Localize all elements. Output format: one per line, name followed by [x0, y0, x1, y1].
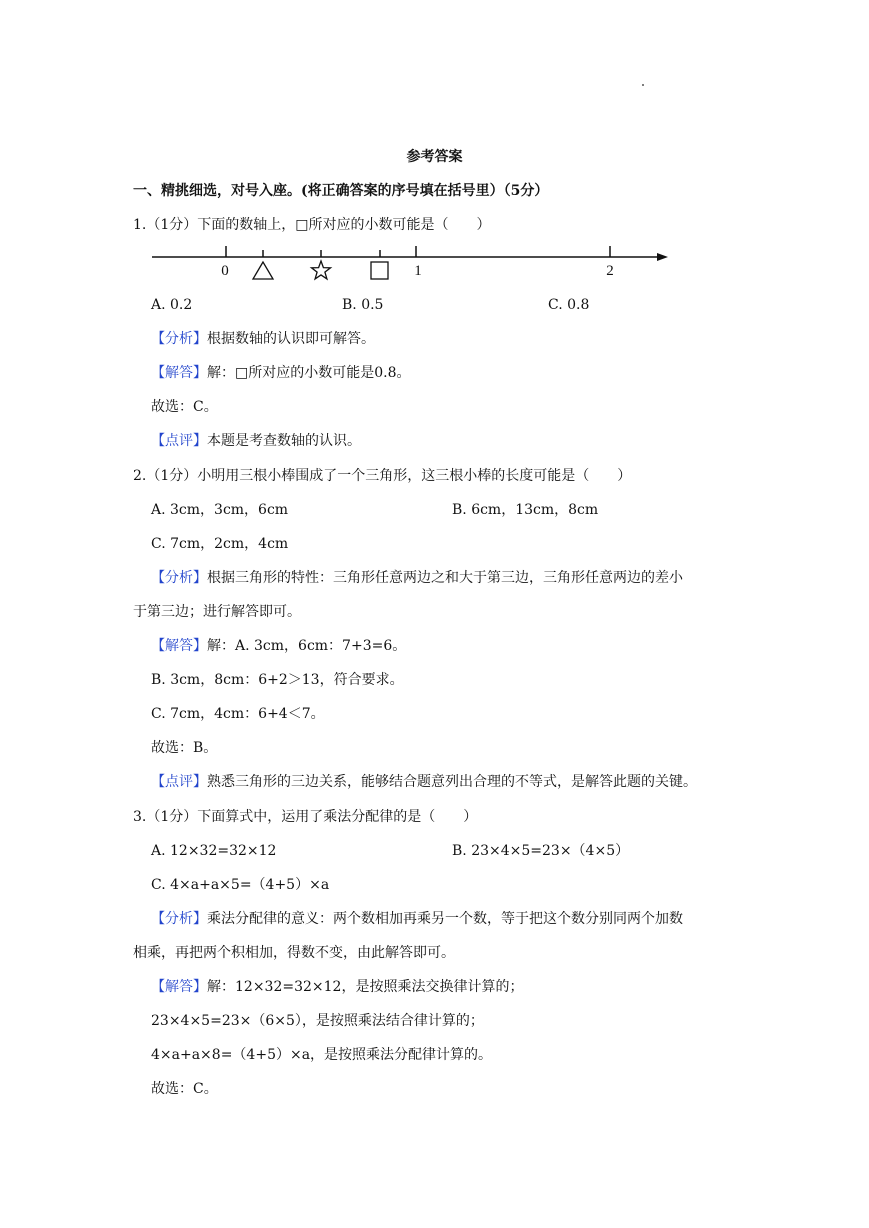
tick-label-0: 0 — [221, 263, 229, 279]
solution-tag: 【解答】 — [151, 638, 207, 654]
q2-option-a: A. 3cm，3cm，6cm — [151, 502, 289, 518]
q1-choose: 故选：C。 — [151, 399, 218, 415]
q3-solution — [151, 978, 523, 996]
q2-analysis — [151, 569, 683, 587]
q2-comment — [151, 773, 697, 791]
solution-text: 解：12×32=32×12，是按照乘法交换律计算的； — [207, 979, 524, 995]
q3-analysis — [151, 910, 683, 928]
number-line-ticks — [226, 246, 610, 257]
number-line-axis — [152, 253, 668, 261]
tick-label-2: 2 — [606, 263, 614, 279]
solution-text: 解：□所对应的小数可能是0.8。 — [207, 365, 411, 381]
analysis-tag: 【分析】 — [151, 570, 207, 586]
analysis-text: 根据三角形的特性：三角形任意两边之和大于第三边，三角形任意两边的差小 — [207, 570, 683, 586]
q3-solution-line2: 23×4×5=23×（6×5），是按照乘法结合律计算的； — [151, 1013, 484, 1029]
q3-solution-line3: 4×a+a×8=（4+5）×a，是按照乘法分配律计算的。 — [151, 1047, 493, 1063]
solution-tag: 【解答】 — [151, 365, 207, 381]
comment-text: 本题是考查数轴的认识。 — [207, 433, 361, 449]
page-title: 参考答案 — [406, 149, 463, 165]
q2-solution-line3: C. 7cm，4cm：6+4＜7。 — [151, 706, 325, 722]
solution-text: 解：A. 3cm，6cm：7+3=6。 — [207, 638, 407, 654]
q3-analysis-line2: 相乘，再把两个积相加，得数不变，由此解答即可。 — [133, 945, 455, 961]
q2-option-c: C. 7cm，2cm，4cm — [151, 536, 289, 552]
triangle-marker — [253, 262, 273, 279]
comment-tag: 【点评】 — [151, 433, 207, 449]
page-dot — [642, 84, 644, 86]
q2-solution-line2: B. 3cm，8cm：6+2＞13，符合要求。 — [151, 672, 404, 688]
q1-option-a: A. 0.2 — [151, 297, 193, 313]
q1-option-b: B. 0.5 — [342, 297, 384, 313]
q1-comment — [151, 432, 361, 450]
section-heading: 一、精挑细选，对号入座。(将正确答案的序号填在括号里）（5分） — [133, 183, 549, 199]
q3-option-c: C. 4×a+a×5=（4+5）×a — [151, 877, 330, 893]
q2-analysis-line2: 于第三边；进行解答即可。 — [133, 604, 301, 620]
tick-label-1: 1 — [414, 263, 422, 279]
q1-option-c: C. 0.8 — [548, 297, 590, 313]
q2-option-b: B. 6cm，13cm，8cm — [452, 502, 599, 518]
q3-choose: 故选：C。 — [151, 1081, 218, 1097]
analysis-text: 根据数轴的认识即可解答。 — [207, 331, 375, 347]
q2-solution — [151, 637, 406, 655]
q3-stem: 3.（1分）下面算式中，运用了乘法分配律的是（ ） — [133, 809, 478, 825]
number-line — [150, 240, 672, 284]
star-marker — [312, 261, 331, 279]
q1-stem: 1.（1分）下面的数轴上，□所对应的小数可能是（ ） — [133, 217, 491, 233]
analysis-tag: 【分析】 — [151, 331, 207, 347]
q3-option-b: B. 23×4×5=23×（4×5） — [452, 843, 630, 859]
q2-stem: 2.（1分）小明用三根小棒围成了一个三角形，这三根小棒的长度可能是（ ） — [133, 468, 632, 484]
q2-choose: 故选：B。 — [151, 740, 218, 756]
solution-tag: 【解答】 — [151, 979, 207, 995]
analysis-text: 乘法分配律的意义：两个数相加再乘另一个数，等于把这个数分别同两个加数 — [207, 911, 683, 927]
q3-option-a: A. 12×32=32×12 — [151, 843, 277, 859]
square-marker — [371, 262, 388, 279]
q1-solution — [151, 364, 411, 382]
analysis-tag: 【分析】 — [151, 911, 207, 927]
comment-tag: 【点评】 — [151, 774, 207, 790]
comment-text: 熟悉三角形的三边关系，能够结合题意列出合理的不等式，是解答此题的关键。 — [207, 774, 697, 790]
q1-analysis — [151, 330, 375, 348]
